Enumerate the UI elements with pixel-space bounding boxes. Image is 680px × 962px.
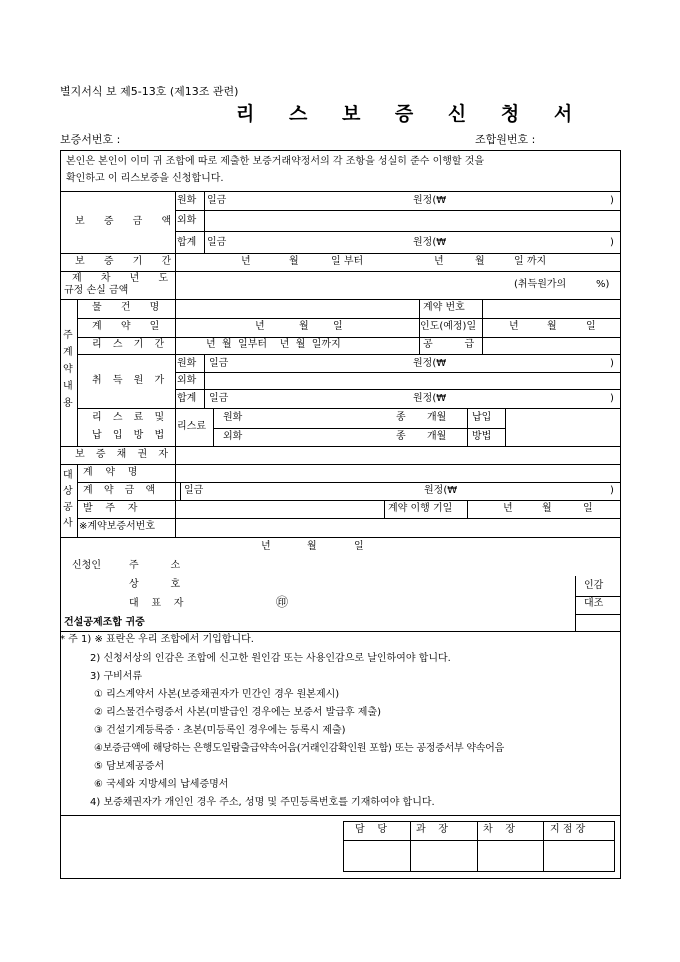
period-year-1: 년	[241, 256, 251, 267]
seal-check-label-2: 대조	[584, 598, 604, 609]
acq-foreign-label: 외화	[177, 375, 197, 386]
doc-2: ② 리스물건수령증서 사본(미발급인 경우에는 보증서 발급후 제출)	[94, 707, 381, 718]
perform-year: 년	[503, 503, 513, 514]
payment-label-1: 납입	[472, 412, 492, 423]
acq-total-ilgeum: 일금	[209, 393, 229, 404]
lease-period-value: 년 월 일부터 년 월 일까지	[206, 339, 341, 350]
main-contract-side-3: 약	[63, 364, 73, 375]
lease-period-label: 리 스 기 간	[92, 339, 169, 350]
period-month-1: 월	[289, 256, 299, 267]
guarantee-no-label: 보증서번호 :	[60, 133, 121, 146]
perform-day: 일	[583, 503, 593, 514]
acq-won-label: 원화	[177, 358, 197, 369]
doc-4: ④보증금액에 해당하는 은행도일람출급약속어음(거래인감확인원 포함) 또는 공정증서부 약속어음	[94, 743, 504, 754]
applicant-label: 신청인	[72, 560, 101, 571]
acq-won-ilgeum: 일금	[209, 358, 229, 369]
acq-won-paren: )	[610, 358, 614, 369]
target-side-3: 공	[63, 502, 73, 513]
doc-1: ① 리스계약서 사본(보증채권자가 민간인 경우 원본제시)	[94, 689, 340, 700]
contract-date-label: 계 약 일	[92, 321, 168, 332]
guarantee-total-wonjeong: 원정(₩	[413, 237, 447, 248]
intro-line-1: 본인은 본인이 이미 귀 조합에 따로 제출한 보증거래약정서의 각 조항을 성실히 준수 이행할 것을	[66, 156, 485, 167]
perform-deadline-label: 계약 이행 기일	[388, 503, 453, 514]
target-side-1: 대	[63, 470, 73, 481]
form-number: 별지서식 보 제5-13호 (제13조 관련)	[60, 85, 239, 98]
delivery-date-label: 인도(예정)일	[420, 321, 477, 332]
target-paren: )	[610, 485, 614, 496]
main-contract-side-5: 용	[63, 398, 73, 409]
doc-3: ③ 건설기계등록증 · 초본(미등록인 경우에는 등록시 제출)	[94, 725, 346, 736]
prior-loss-label: 규정 손실 금액	[64, 285, 129, 296]
target-wonjeong: 원정(₩	[424, 485, 458, 496]
guarantee-foreign-label: 외화	[177, 215, 197, 226]
lease-fee-foreign: 외화	[223, 431, 243, 442]
acq-total-paren: )	[610, 393, 614, 404]
guarantee-won-wonjeong: 원정(₩	[413, 195, 447, 206]
doc-6: ⑥ 국세와 지방세의 납세증명서	[94, 779, 229, 790]
contract-date-month: 월	[299, 321, 309, 332]
lease-fee-foreign-gaewol: 개월	[427, 431, 447, 442]
approval-manager: 과 장	[416, 824, 449, 835]
doc-5: ⑤ 담보제공증서	[94, 761, 165, 772]
delivery-year: 년	[509, 321, 519, 332]
item-name-label: 물 건 명	[92, 302, 168, 313]
guarantee-total-ilgeum: 일금	[207, 237, 227, 248]
acq-price-label: 취 득 원 가	[92, 375, 169, 386]
target-ilgeum: 일금	[184, 485, 204, 496]
company-label: 상 호	[129, 579, 181, 590]
delivery-month: 월	[547, 321, 557, 332]
approval-staff: 담 당	[355, 824, 388, 835]
guarantee-total-label: 합계	[177, 237, 197, 248]
period-to: 일 까지	[514, 256, 547, 267]
perform-month: 월	[542, 503, 552, 514]
guarantee-total-paren: )	[610, 237, 614, 248]
note-2: 2) 신청서상의 인감은 조합에 신고한 원인감 또는 사용인감으로 날인하여야 합니다.	[90, 653, 451, 664]
seal-check-label-1: 인감	[584, 580, 604, 591]
apply-year: 년	[261, 541, 271, 552]
approval-deputy: 차 장	[483, 824, 516, 835]
apply-day: 일	[354, 541, 364, 552]
guarantee-won-ilgeum: 일금	[207, 195, 227, 206]
lease-fee-won: 원화	[223, 412, 243, 423]
acq-total-wonjeong: 원정(₩	[413, 393, 447, 404]
delivery-day: 일	[586, 321, 596, 332]
target-side-2: 상	[63, 486, 73, 497]
acq-total-label: 합계	[177, 393, 197, 404]
guarantee-period-label: 보 증 기 간	[75, 256, 180, 267]
member-no-label: 조합원번호 :	[475, 133, 536, 146]
target-contract-amount-label: 계 약 금 액	[83, 485, 160, 496]
creditor-label: 보 증 채 권 자	[75, 449, 173, 460]
supplier-label: 공 급	[423, 339, 475, 350]
contract-no-label: 계약 번호	[423, 302, 465, 313]
intro-line-2: 확인하고 이 리스보증을 신청합니다.	[66, 173, 224, 184]
lease-fee-label-2: 납 입 방 법	[92, 430, 169, 441]
period-year-2: 년	[434, 256, 444, 267]
guarantee-won-paren: )	[610, 195, 614, 206]
main-contract-side-1: 주	[63, 330, 73, 341]
contract-date-year: 년	[255, 321, 265, 332]
representative-label: 대 표 자	[129, 598, 184, 609]
lease-fee-won-gaewol: 개월	[427, 412, 447, 423]
address-label: 주 소	[129, 560, 181, 571]
addressee: 건설공제조합 귀중	[64, 617, 145, 628]
acq-cost-pct: %)	[596, 279, 610, 290]
target-contract-name-label: 계 약 명	[83, 467, 138, 478]
target-side-4: 사	[63, 518, 73, 529]
target-orderer-label: 발 주 자	[83, 503, 138, 514]
period-month-2: 월	[475, 256, 485, 267]
page-title: 리 스 보 증 신 청 서	[236, 103, 587, 125]
seal-mark: ㊞	[276, 595, 289, 609]
acq-won-wonjeong: 원정(₩	[413, 358, 447, 369]
prior-year-label: 제 차 년 도	[72, 273, 177, 284]
lease-fee-label-1: 리 스 료 및	[92, 412, 169, 423]
contract-guarantee-no-label: ※계약보증서번호	[79, 521, 155, 532]
approval-branch-head: 지 점 장	[550, 824, 586, 835]
guarantee-won-label: 원화	[177, 195, 197, 206]
main-contract-side-4: 내	[63, 381, 73, 392]
guarantee-amount-label: 보 증 금 액	[75, 216, 180, 227]
lease-fee-won-jong: 종	[396, 412, 406, 423]
note-1: * 주 1) ※ 표란은 우리 조합에서 기입합니다.	[60, 634, 254, 645]
period-from: 일 부터	[331, 256, 364, 267]
apply-month: 월	[307, 541, 317, 552]
note-3: 3) 구비서류	[90, 671, 143, 682]
acq-cost-note: (취득원가의	[514, 279, 567, 290]
lease-fee-foreign-jong: 종	[396, 431, 406, 442]
lease-fee-label: 리스료	[177, 421, 206, 432]
main-contract-side-2: 계	[63, 347, 73, 358]
contract-date-day: 일	[333, 321, 343, 332]
payment-label-2: 방법	[472, 431, 492, 442]
note-4: 4) 보증채권자가 개인인 경우 주소, 성명 및 주민등록번호를 기재하여야 합니다.	[90, 797, 435, 808]
